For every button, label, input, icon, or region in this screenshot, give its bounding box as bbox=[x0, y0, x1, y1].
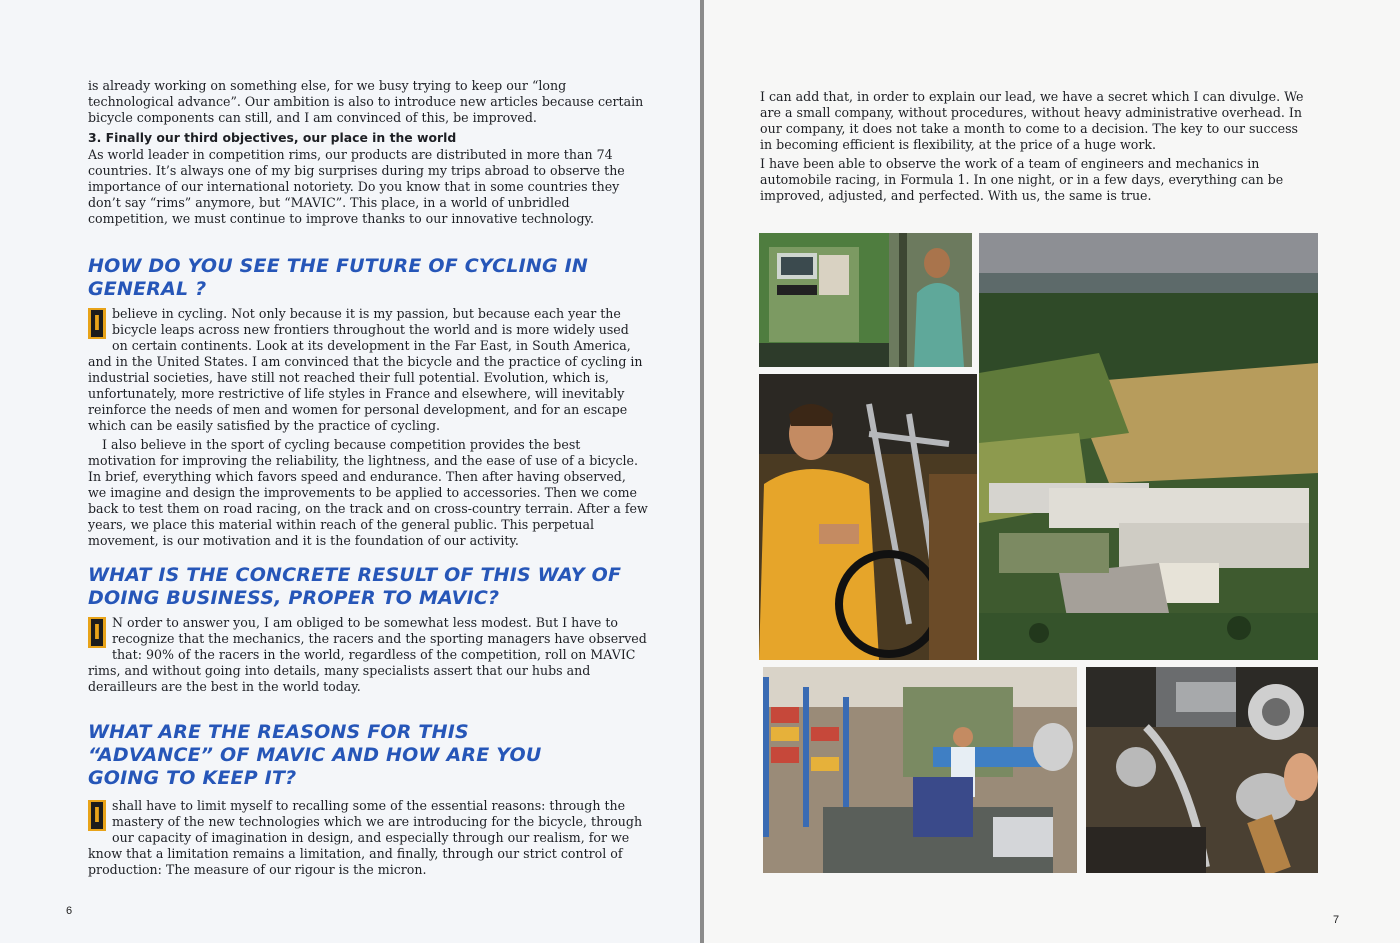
aerial-factory-image bbox=[979, 233, 1318, 660]
photo-machine-operator bbox=[759, 233, 972, 367]
drop-cap: I bbox=[88, 800, 106, 831]
lathe-image bbox=[1086, 667, 1318, 873]
warehouse-image bbox=[763, 667, 1077, 873]
section3-body bbox=[88, 798, 648, 878]
section1-heading: HOW DO YOU SEE THE FUTURE OF CYCLING IN GENERAL ? bbox=[88, 255, 588, 300]
section2-body bbox=[88, 615, 648, 695]
section1-body bbox=[88, 306, 648, 549]
intro-block bbox=[88, 78, 648, 227]
right-text-block bbox=[760, 89, 1312, 204]
drop-cap: I bbox=[88, 308, 106, 339]
section2-paragraph: I N order to answer you, I am obliged to be somewhat less modest. But I have to recognize that the mechanics, the racers and the sporting managers have observed that: 90% of the racers in the world, regardless of the competition, roll on MAVIC rims, and without going into details, many specialists assert that our hubs and derailleurs are the best in the world today. bbox=[88, 615, 647, 694]
right-paragraph2: I have been able to observe the work of a team of engineers and mechanics in automobile racing, in Formula 1. In one night, or in a few days, everything can be improved, adjusted, and perfected. With us, the same is true. bbox=[760, 156, 1284, 203]
intro-paragraph: is already working on something else, for we busy trying to keep our “long technological advance”. Our ambition is also to introduce new articles because certain bicycle components can still, and I am convinced of this, be improved. bbox=[88, 78, 644, 125]
photo-lathe bbox=[1086, 667, 1318, 873]
subheading: 3. Finally our third objectives, our place in the world bbox=[88, 130, 457, 145]
section1-paragraph2: I also believe in the sport of cycling because competition provides the best motivation for improving the reliability, the lightness, and the ease of use of a bicycle. In brief, everything which favors speed and endurance. Then after having observed, we imagine and design the improvements to be applied to accessories. Then we come back to test them on road racing, on the track and on cross-country terrain. After a few years, we place this material within reach of the general public. This perpetual movement, is our motivation and it is the foundation of our activity. bbox=[88, 437, 648, 548]
section3-paragraph: I shall have to limit myself to recalling some of the essential reasons: through the mastery of the new technologies which we are introducing for the bicycle, through our capacity of imagination in design, and especially through our realism, for we know that a limitation remains a limitation, and finally, through our strict control of production: The measure of our rigour is the micron. bbox=[88, 798, 643, 877]
right-page bbox=[704, 0, 1400, 943]
bicycle-mechanic-image bbox=[759, 374, 977, 660]
page-number: 7 bbox=[1333, 914, 1340, 926]
subheading-paragraph: As world leader in competition rims, our products are distributed in more than 74 countries. It’s always one of my big surprises during my trips abroad to observe the importance of our international notoriety. Do you know that in some countries they don’t say “rims” anymore, but “MAVIC”. This place, in a world of unbridled competition, we must continue to improve thanks to our innovative technology. bbox=[88, 147, 625, 226]
photo-bicycle-mechanic bbox=[759, 374, 977, 660]
section3-heading: WHAT ARE THE REASONS FOR THIS “ADVANCE” OF MAVIC AND HOW ARE YOU GOING TO KEEP IT? bbox=[88, 721, 542, 789]
section1-paragraph1: I believe in cycling. Not only because it is my passion, but because each year the bicycle leaps across new frontiers throughout the world and is more widely used on certain continents. Look at its development in the Far East, in South America, and in the United States. I am convinced that the bicycle and the practice of cycling in industrial societies, have still not reached their full potential. Evolution, which is, unfortunately, more restrictive of life styles in France and elsewhere, will inevitably reinforce the needs of men and women for personal development, and for an escape which can be easily satisfied by the practice of cycling. bbox=[88, 306, 643, 433]
machine-operator-image bbox=[759, 233, 972, 367]
photo-aerial-factory bbox=[979, 233, 1318, 660]
photo-warehouse bbox=[763, 667, 1077, 873]
right-paragraph1: I can add that, in order to explain our lead, we have a secret which I can divulge. We are a small company, without procedures, without heavy administrative overhead. In our company, it does not take a month to come to a decision. The key to our success in becoming efficient is flexibility, at the price of a huge work. bbox=[760, 89, 1304, 152]
section2-heading: WHAT IS THE CONCRETE RESULT OF THIS WAY OF DOING BUSINESS, PROPER TO MAVIC? bbox=[88, 564, 622, 609]
drop-cap: I bbox=[88, 617, 106, 648]
page-number: 6 bbox=[66, 905, 73, 917]
